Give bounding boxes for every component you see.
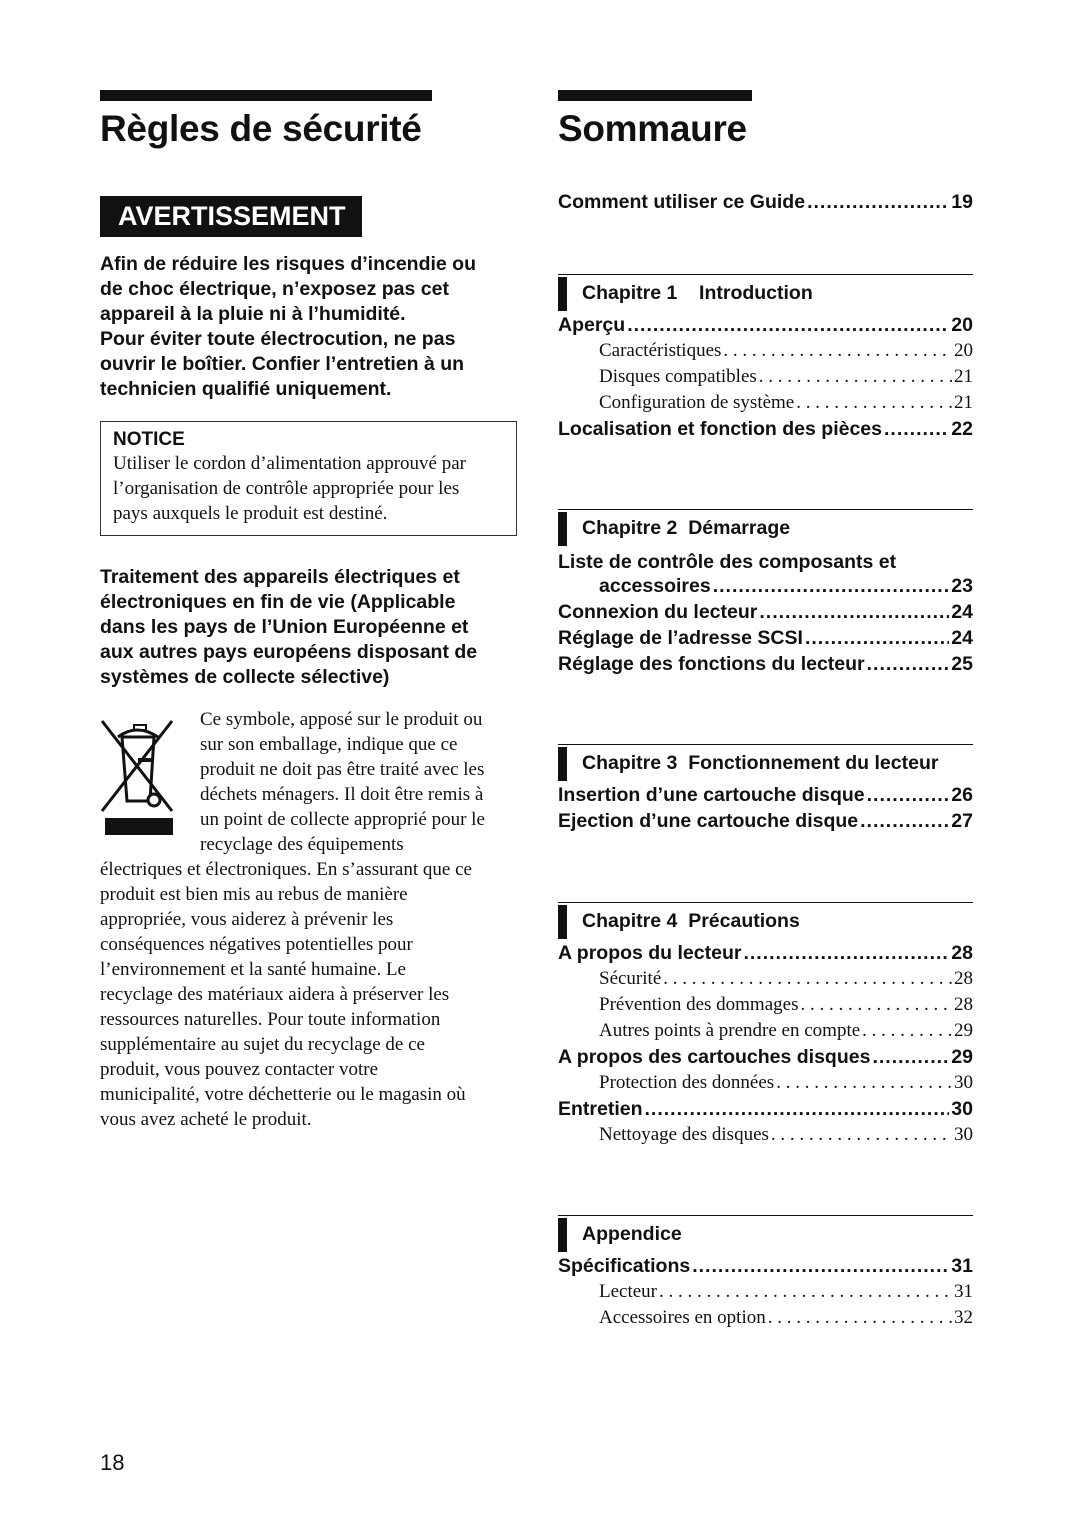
page-number: 18 (100, 1450, 125, 1475)
dot-leader (759, 366, 952, 388)
dot-leader (807, 191, 949, 214)
title-rule (558, 90, 752, 101)
dot-leader (805, 627, 949, 650)
toc-entry[interactable] (558, 366, 973, 392)
toc-page-number: 22 (951, 418, 973, 440)
toc-page-number: 29 (951, 1046, 973, 1068)
chapter-heading: Chapitre 3 Fonctionnement du lecteur (558, 744, 973, 780)
dot-leader (759, 601, 949, 624)
warning-line: de choc électrique, n’exposez pas cet (100, 278, 449, 300)
dot-leader (692, 1255, 949, 1278)
toc-section (558, 1215, 973, 1333)
dot-leader (663, 968, 952, 990)
toc-entry-text: Ejection d’une cartouche disque (558, 810, 859, 832)
weee-text-line: supplémentaire au sujet du recyclage de ce (100, 1034, 425, 1055)
warning-line: Pour éviter toute électrocution, ne pas (100, 328, 456, 350)
weee-text-line: produit est bien mis au rebus de manière (100, 884, 408, 905)
toc-section (558, 274, 973, 444)
toc-entry[interactable] (558, 1307, 973, 1333)
dot-leader (627, 314, 949, 337)
weee-text-line: électriques et électroniques. En s’assurant que ce (100, 859, 472, 880)
toc-page-number: 30 (954, 1124, 973, 1145)
toc-page-number: 28 (954, 968, 973, 989)
dot-leader (743, 942, 949, 965)
weee-side-text (200, 707, 520, 857)
toc-entry[interactable] (558, 968, 973, 994)
notice-title: NOTICE (113, 429, 185, 450)
toc-page-number: 20 (954, 340, 973, 361)
dot-leader (860, 810, 949, 833)
toc-page-number: 23 (951, 575, 973, 597)
crossed-out-wheelie-bin-icon (100, 715, 176, 837)
toc-entry-text: Sécurité (599, 968, 662, 989)
weee-text-line: l’environnement et la santé humaine. Le (100, 959, 406, 980)
weee-heading-line: électroniques en fin de vie (Applicable (100, 591, 456, 613)
dot-leader (862, 1020, 952, 1042)
toc-entry[interactable] (558, 1098, 973, 1124)
toc-page-number: 30 (951, 1098, 973, 1120)
toc-page-number: 21 (954, 392, 973, 413)
dot-leader (723, 340, 952, 362)
weee-heading-line: aux autres pays européens disposant de (100, 641, 478, 663)
weee-text-line: appropriée, vous aiderez à prévenir les (100, 909, 394, 930)
toc-entry-text: Nettoyage des disques (599, 1124, 769, 1145)
toc-page-number: 28 (954, 994, 973, 1015)
dot-leader (796, 392, 952, 414)
safety-title: Règles de sécurité (100, 108, 422, 149)
toc-page-number: 32 (954, 1307, 973, 1328)
weee-text-line: recyclage des matériaux aidera à préserver les (100, 984, 450, 1005)
toc-entry[interactable] (558, 627, 973, 653)
toc-section (558, 509, 973, 679)
toc-entry[interactable] (558, 942, 973, 968)
toc-entry[interactable] (558, 601, 973, 627)
weee-body-text (100, 857, 520, 1132)
toc-entry[interactable] (558, 653, 973, 679)
toc-entry[interactable] (558, 191, 973, 217)
weee-text-line: municipalité, votre déchetterie ou le magasin où (100, 1084, 466, 1105)
weee-text-line: déchets ménagers. Il doit être remis à (200, 784, 484, 805)
toc-entry[interactable] (558, 810, 973, 836)
weee-heading-line: systèmes de collecte sélective) (100, 666, 390, 688)
dot-leader (768, 1307, 952, 1329)
warning-line: Afin de réduire les risques d’incendie ou (100, 253, 477, 275)
weee-text-line: recyclage des équipements (200, 834, 404, 855)
weee-heading (100, 565, 520, 690)
toc-entry-text: Insertion d’une cartouche disque (558, 784, 865, 806)
toc-entry-text: Configuration de système (599, 392, 795, 413)
dot-leader (867, 653, 950, 676)
toc-entry-text: Autres points à prendre en compte (599, 1020, 861, 1041)
dot-leader (800, 994, 952, 1016)
warning-line: technicien qualifié uniquement. (100, 378, 392, 400)
warning-text (100, 252, 520, 402)
dot-leader (659, 1281, 952, 1303)
chapter-heading: Chapitre 2 Démarrage (558, 509, 973, 545)
toc-entry-text: Localisation et fonction des pièces (558, 418, 882, 440)
warning-badge: AVERTISSEMENT (100, 196, 362, 237)
toc-page-number: 19 (951, 191, 973, 213)
dot-leader (713, 575, 950, 598)
dot-leader (872, 1046, 949, 1069)
notice-text (113, 451, 504, 526)
toc-entry-text: A propos des cartouches disques (558, 1046, 871, 1068)
weee-text-line: ressources naturelles. Pour toute information (100, 1009, 441, 1030)
toc-entry[interactable] (558, 784, 973, 810)
toc-entry-text: Protection des données (599, 1072, 775, 1093)
weee-text-line: vous avez acheté le produit. (100, 1109, 312, 1130)
toc-entry-text: A propos du lecteur (558, 942, 742, 964)
weee-text-line: sur son emballage, indique que ce (200, 734, 458, 755)
toc-entry[interactable] (558, 392, 973, 418)
toc-page-number: 25 (951, 653, 973, 675)
toc-entry[interactable] (558, 994, 973, 1020)
toc-entry[interactable] (558, 1020, 973, 1046)
toc-page-number: 31 (954, 1281, 973, 1302)
toc-entry[interactable] (558, 1072, 973, 1098)
contents-title: Sommaure (558, 108, 747, 149)
weee-text-line: produit, vous pouvez contacter votre (100, 1059, 379, 1080)
toc-page-number: 24 (951, 627, 973, 649)
title-rule (100, 90, 432, 101)
toc-entry-text: accessoires (599, 575, 711, 597)
toc-entry[interactable] (558, 314, 973, 340)
warning-line: appareil à la pluie ni à l’humidité. (100, 303, 406, 325)
toc-entry-text: Prévention des dommages (599, 994, 799, 1015)
dot-leader (867, 784, 950, 807)
toc-entry-text: Accessoires en option (599, 1307, 766, 1328)
toc-entry-text: Entretien (558, 1098, 643, 1120)
toc-entry[interactable] (558, 1124, 973, 1150)
toc-page-number: 27 (951, 810, 973, 832)
toc-entry-text[interactable]: Liste de contrôle des composants et (558, 551, 897, 573)
weee-text-line: Ce symbole, apposé sur le produit ou (200, 709, 483, 730)
toc-entry[interactable] (558, 1046, 973, 1072)
toc-page-number: 24 (951, 601, 973, 623)
toc-page-number: 21 (954, 366, 973, 387)
toc-entry-text: Connexion du lecteur (558, 601, 758, 623)
toc-entry-text: Réglage des fonctions du lecteur (558, 653, 865, 675)
weee-heading-line: Traitement des appareils électriques et (100, 566, 460, 588)
warning-line: ouvrir le boîtier. Confier l’entretien à un (100, 353, 465, 375)
toc-entry[interactable] (558, 1281, 973, 1307)
weee-text-line: conséquences négatives potentielles pour (100, 934, 413, 955)
notice-line: pays auxquels le produit est destiné. (113, 503, 388, 524)
toc-page-number: 28 (951, 942, 973, 964)
toc-entry-text: Disques compatibles (599, 366, 757, 387)
toc-page-number: 31 (951, 1255, 973, 1277)
notice-line: Utiliser le cordon d’alimentation approuvé par (113, 453, 466, 474)
dot-leader (771, 1124, 952, 1146)
toc-first-entry (558, 191, 973, 217)
toc-section (558, 902, 973, 1150)
dot-leader (776, 1072, 952, 1094)
notice-box (100, 421, 517, 536)
weee-heading-line: dans les pays de l’Union Européenne et (100, 616, 469, 638)
toc-entry[interactable] (558, 1255, 973, 1281)
weee-text-line: un point de collecte approprié pour le (200, 809, 485, 830)
dot-leader (645, 1098, 950, 1121)
toc-page-number: 26 (951, 784, 973, 806)
chapter-heading: Chapitre 4 Précautions (558, 902, 973, 938)
toc-entry[interactable] (558, 575, 973, 601)
toc-entry-text: Aperçu (558, 314, 626, 336)
toc-page-number: 20 (951, 314, 973, 336)
toc-entry[interactable] (558, 340, 973, 366)
toc-entry-text: Caractéristiques (599, 340, 722, 361)
toc-entry-text: Lecteur (599, 1281, 658, 1302)
weee-text-line: produit ne doit pas être traité avec les (200, 759, 485, 780)
toc-page-number: 29 (954, 1020, 973, 1041)
toc-entry-text: Réglage de l’adresse SCSI (558, 627, 803, 649)
notice-line: l’organisation de contrôle appropriée pour les (113, 478, 460, 499)
chapter-heading: Appendice (558, 1215, 973, 1251)
toc-entry[interactable] (558, 418, 973, 444)
toc-section (558, 744, 973, 836)
toc-page-number: 30 (954, 1072, 973, 1093)
dot-leader (884, 418, 949, 441)
chapter-heading: Chapitre 1 Introduction (558, 274, 973, 310)
toc-entry-text: Comment utiliser ce Guide (558, 191, 806, 213)
toc-entry-text: Spécifications (558, 1255, 691, 1277)
